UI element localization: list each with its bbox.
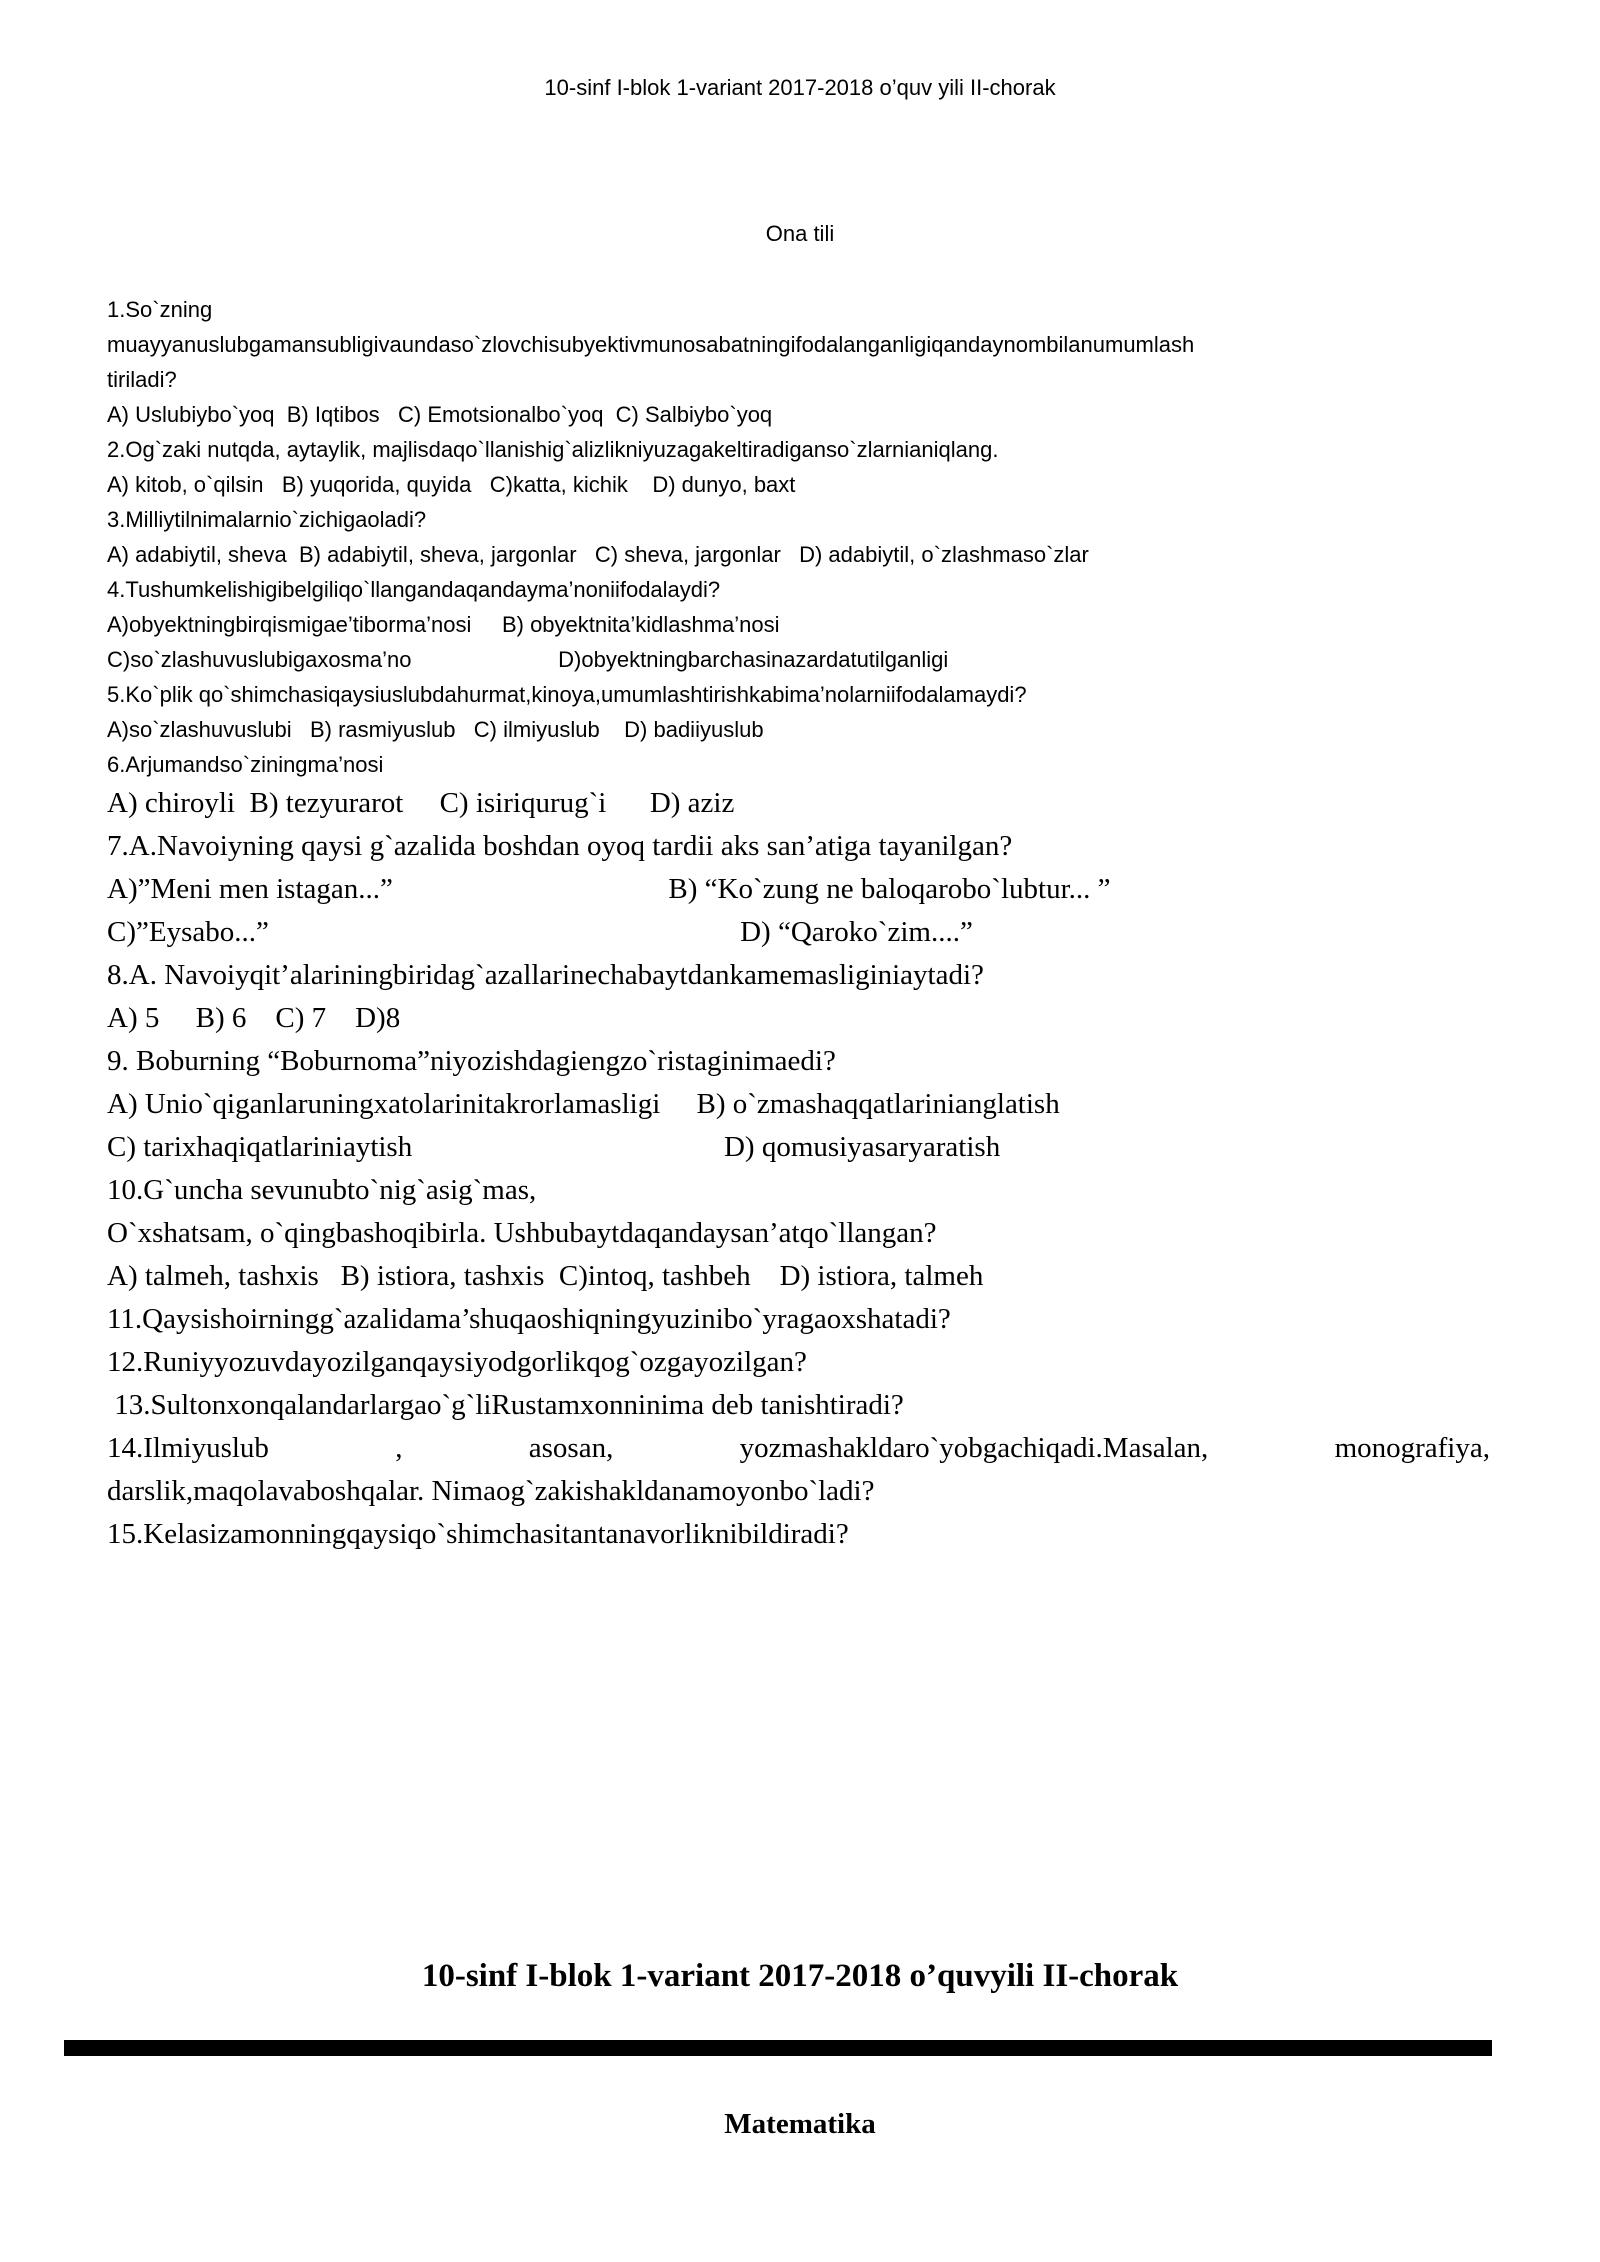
footer-variant-title: 10-sinf I-blok 1-variant 2017-2018 o’quvyili II-chorak: [421, 1958, 1179, 1994]
question-11-line-1: 11.Qaysishoirningg`azalidama’shuqaoshiqningyuzinibo`yragaoxshatadi?: [107, 1303, 951, 1335]
question-12-line-1: 12.Runiyyozuvdayozilganqaysiyodgorlikqog`ozgayozilgan?: [107, 1346, 807, 1378]
question-2-line-1: 2.Og`zaki nutqda, aytaylik, majlisdaqo`llanishig`alizlikniyuzagakeltiradiganso`zlarnianiqlang.: [107, 437, 999, 462]
question-1-line-1: 1.So`zning: [107, 297, 213, 322]
question-3-line-1: 3.Milliytilnimalarnio`zichigaoladi?: [107, 507, 427, 532]
question-10-line-1: 10.G`uncha sevunubto`nig`asig`mas,: [107, 1174, 537, 1206]
question-14-line-2: darslik,maqolavaboshqalar. Nimaog`zakishakldanamoyonbo`ladi?: [107, 1475, 875, 1507]
question-5-line-1: 5.Ko`plik qo`shimchasiqaysiuslubdahurmat,kinoya,umumlashtirishkabima’nolarniifodalamaydi?: [107, 682, 1027, 707]
question-1-line-2: muayyanuslubgamansubligivaundaso`zlovchisubyektivmunosabatningifodalanganligiqandaynombilanumumlash: [107, 332, 1195, 357]
question-7-line-1: 7.A.Navoiyning qaysi g`azalida boshdan oyoq tardii aks san’atiga tayanilgan?: [107, 830, 1013, 862]
question-6-line-2: A) chiroyli B) tezyurarot C) isiriqurug`i D) aziz: [107, 787, 735, 819]
question-7-line-2: A)”Meni men istagan...” B) “Ko`zung ne baloqarobo`lubtur... ”: [107, 873, 1111, 905]
question-6-line-1: 6.Arjumandso`ziningma’nosi: [107, 752, 384, 777]
section-title-ona-tili: Ona tili: [765, 221, 835, 246]
question-9-line-2: A) Unio`qiganlaruningxatolarinitakrorlamasligi B) o`zmashaqqatlarinianglatish: [107, 1088, 1060, 1120]
question-2-line-2: A) kitob, o`qilsin B) yuqorida, quyida C)katta, kichik D) dunyo, baxt: [107, 472, 796, 497]
question-7-line-3: C)”Eysabo...” D) “Qaroko`zim....”: [107, 916, 973, 948]
question-10-line-3: A) talmeh, tashxis B) istiora, tashxis C)intoq, tashbeh D) istiora, talmeh: [107, 1260, 984, 1292]
question-14-line-1: 14.Ilmiyuslub , asosan, yozmashakldaro`yobgachiqadi.Masalan, monografiya,: [107, 1432, 1490, 1464]
question-1-line-3: tiriladi?: [107, 367, 177, 392]
question-8-line-2: A) 5 B) 6 C) 7 D)8: [107, 1002, 401, 1034]
question-1-line-4: A) Uslubiybo`yoq B) Iqtibos C) Emotsionalbo`yoq C) Salbiybo`yoq: [107, 402, 773, 427]
question-9-line-1: 9. Boburning “Boburnoma”niyozishdagiengzo`ristaginimaedi?: [107, 1045, 836, 1077]
question-10-line-2: O`xshatsam, o`qingbashoqibirla. Ushbubaytdaqandaysan’atqo`llangan?: [107, 1217, 937, 1249]
question-4-line-3: C)so`zlashuvuslubigaxosma’no D)obyektningbarchasinazardatutilganligi: [107, 647, 949, 672]
question-9-line-3: C) tarixhaqiqatlariniaytish D) qomusiyasaryaratish: [107, 1131, 1001, 1163]
section-title-matematika: Matematika: [724, 2108, 876, 2140]
question-3-line-2: A) adabiytil, sheva B) adabiytil, sheva, jargonlar C) sheva, jargonlar D) adabiytil, o`zlashmaso`zlar: [107, 542, 1089, 567]
section-divider-bar: [64, 2040, 1492, 2056]
question-8-line-1: 8.A. Navoiyqit’alariningbiridag`azallarinechabaytdankamemasliginiaytadi?: [107, 959, 984, 991]
question-15-line-1: 15.Kelasizamonningqaysiqo`shimchasitantanavorliknibildiradi?: [107, 1518, 849, 1550]
document-header: 10-sinf I-blok 1-variant 2017-2018 o’quv yili II-chorak: [544, 75, 1056, 100]
question-5-line-2: A)so`zlashuvuslubi B) rasmiyuslub C) ilmiyuslub D) badiiyuslub: [107, 717, 764, 742]
question-4-line-1: 4.Tushumkelishigibelgiliqo`llangandaqandayma’noniifodalaydi?: [107, 577, 721, 602]
questions-block: [107, 292, 1490, 1556]
question-13-line-1: 13.Sultonxonqalandarlargao`g`liRustamxonninima deb tanishtiradi?: [107, 1389, 904, 1421]
question-4-line-2: A)obyektningbirqismigae’tiborma’nosi B) obyektnita’kidlashma’nosi: [107, 612, 780, 637]
